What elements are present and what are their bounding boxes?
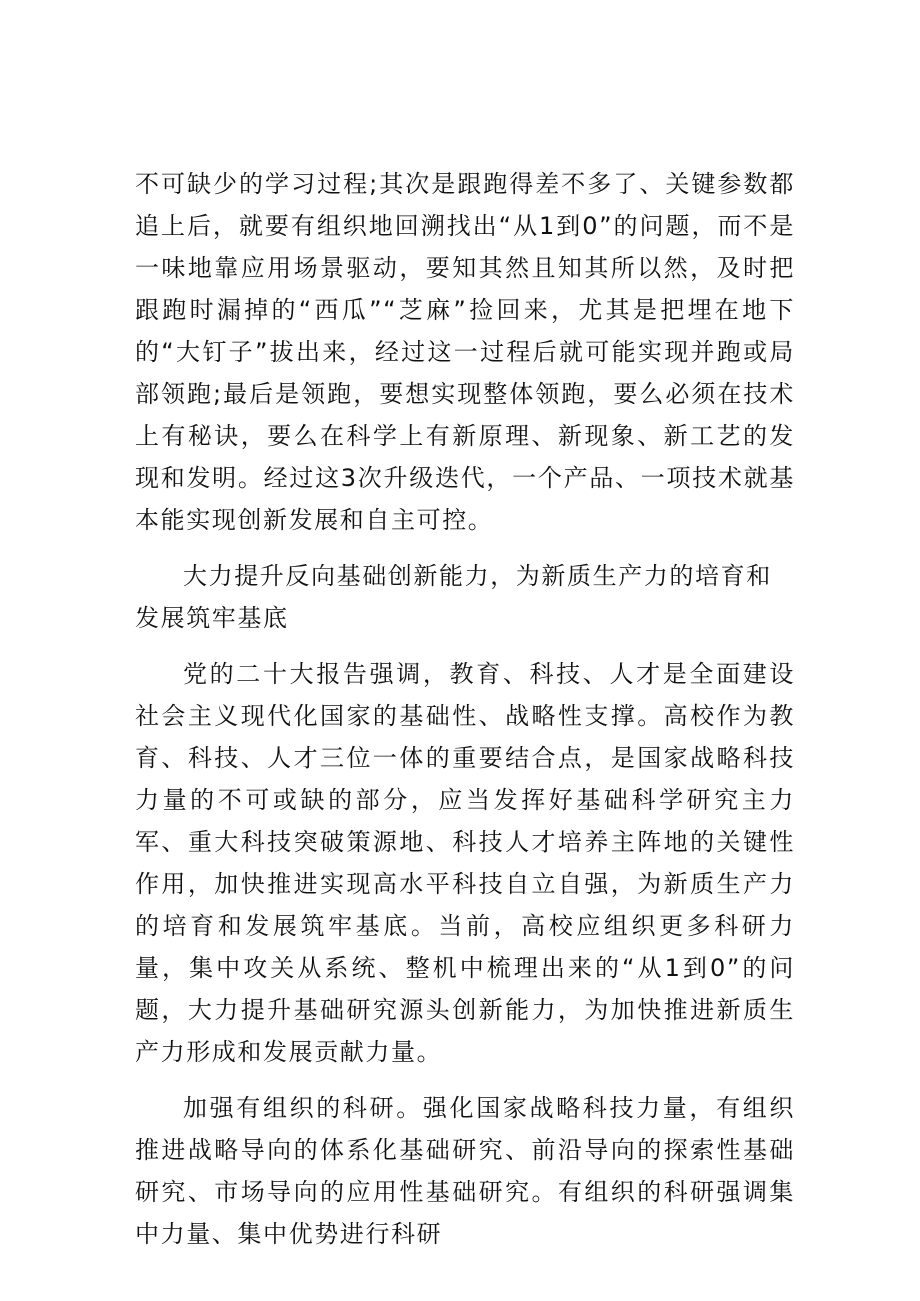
paragraph-education-science-talent: 党的二十大报告强调，教育、科技、人才是全面建设社会主义现代化国家的基础性、战略性支撑。高校作为教育、科技、人才三位一体的重要结合点，是国家战略科技力量的不可或缺的部分，应当发挥好基础科学研究主力军、重大科技突破策源地、科技人才培养主阵地的关键性作用，加快推进实现高水平科技自立自强，为新质生产力的培育和发展筑牢基底。当前，高校应组织更多科研力量，集中攻关从系统、整机中梳理出来的“从1到0”的问题，大力提升基础研究源头创新能力，为加快推进新质生产力形成和发展贡献力量。 bbox=[135, 660, 795, 1066]
paragraph-learning-process: 不可缺少的学习过程;其次是跟跑得差不多了、关键参数都追上后，就要有组织地回溯找出“从1到0”的问题，而不是一味地靠应用场景驱动，要知其然且知其所以然，及时把跟跑时漏掉的“西瓜”“芝麻”捡回来，尤其是把埋在地下的“大钉子”拔出来，经过这一过程后就可能实现并跑或局部领跑;最后是领跑，要想实现整体领跑，要么必须在技术上有秘诀，要么在科学上有新原理、新现象、新工艺的发现和发明。经过这3次升级迭代，一个产品、一项技术就基本能实现创新发展和自主可控。 bbox=[135, 170, 795, 534]
section-heading-basic-innovation: 大力提升反向基础创新能力，为新质生产力的培育和发展筑牢基底 bbox=[135, 562, 772, 632]
document-body bbox=[135, 163, 795, 1255]
paragraph-organized-research: 加强有组织的科研。强化国家战略科技力量，有组织推进战略导向的体系化基础研究、前沿导向的探索性基础研究、市场导向的应用性基础研究。有组织的科研强调集中力量、集中优势进行科研 bbox=[135, 1094, 795, 1248]
